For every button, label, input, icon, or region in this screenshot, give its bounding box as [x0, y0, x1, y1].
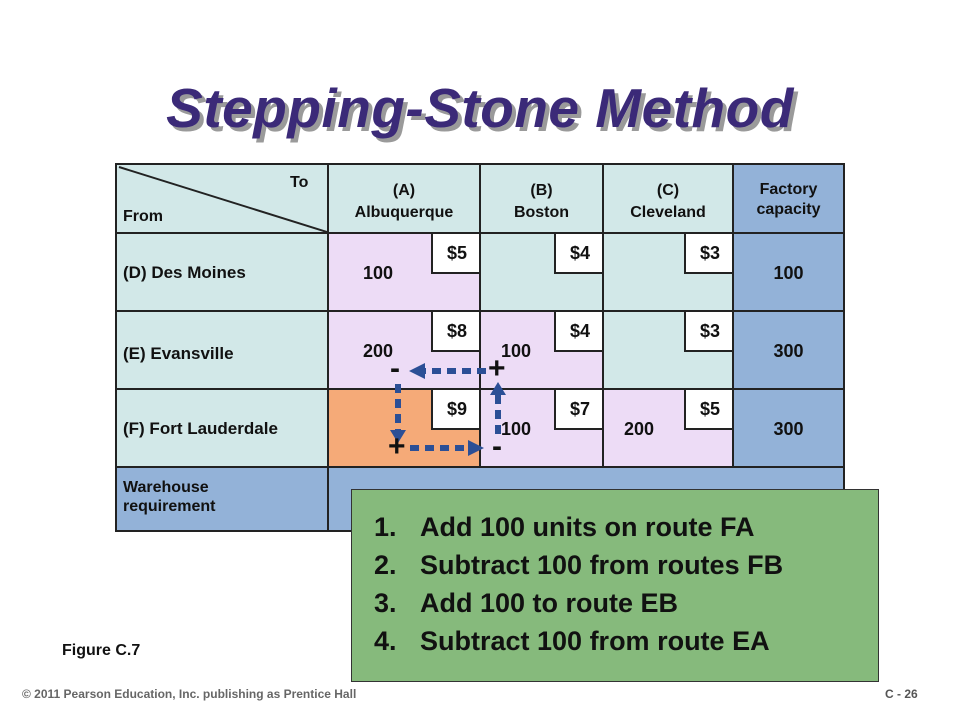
- cost-EB: $4: [554, 312, 604, 352]
- cost-EC: $3: [684, 312, 734, 352]
- cost-FB: $7: [554, 390, 604, 430]
- sign-EA: -: [390, 352, 400, 385]
- step-item: [374, 512, 755, 543]
- capacity-header-line2: capacity: [756, 201, 821, 218]
- corner-to-label: To: [290, 174, 309, 191]
- amount-DA: 100: [363, 263, 394, 283]
- col-header-letter: (A): [392, 182, 416, 199]
- step-text: Subtract 100 from route EA: [420, 626, 770, 656]
- amount-EA: 200: [363, 341, 394, 361]
- arrowhead-to-EA: [409, 363, 425, 379]
- copyright-footer: © 2011 Pearson Education, Inc. publishing as Prentice Hall: [22, 687, 357, 701]
- slide-title: Stepping-Stone Method: [166, 77, 794, 139]
- capacity-value: 300: [773, 419, 804, 439]
- step-item: [374, 550, 783, 581]
- arrowhead-to-FB: [468, 440, 484, 456]
- capacity-value: 100: [773, 263, 804, 283]
- row-label-text: (F) Fort Lauderdale: [123, 419, 278, 438]
- row-label-text: (D) Des Moines: [123, 263, 246, 282]
- cost-EA: $8: [431, 312, 481, 352]
- corner-from-label: From: [123, 208, 163, 225]
- col-header-letter: (B): [530, 182, 553, 199]
- step-item: [374, 626, 770, 657]
- step-number: 4.: [374, 626, 397, 656]
- step-number: 2.: [374, 550, 397, 580]
- amount-FC: 200: [624, 419, 655, 439]
- row-label-text: (E) Evansville: [123, 344, 234, 363]
- col-header-name: Cleveland: [630, 204, 706, 221]
- step-item: [374, 588, 678, 619]
- cost-FA: $9: [431, 390, 481, 430]
- step-number: 1.: [374, 512, 397, 542]
- cost-DC: $3: [684, 234, 734, 274]
- sign-EB: +: [488, 352, 506, 385]
- steps-callout: [351, 489, 879, 682]
- col-header-letter: (C): [656, 182, 680, 199]
- amount-FB: 100: [501, 419, 532, 439]
- cost-DB: $4: [554, 234, 604, 274]
- cost-DA: $5: [431, 234, 481, 274]
- step-text: Add 100 to route EB: [420, 588, 679, 618]
- step-number: 3.: [374, 588, 397, 618]
- figure-label: Figure C.7: [62, 642, 141, 659]
- page-number: C - 26: [885, 687, 918, 701]
- amount-EB: 100: [501, 341, 532, 361]
- sign-FB: -: [492, 430, 502, 463]
- sign-FA: +: [388, 430, 406, 463]
- warehouse-label-line2: requirement: [123, 498, 216, 515]
- step-text: Subtract 100 from routes FB: [420, 550, 784, 580]
- step-text: Add 100 units on route FA: [420, 512, 755, 542]
- warehouse-label-line1: Warehouse: [123, 479, 209, 496]
- capacity-header-line1: Factory: [759, 181, 818, 198]
- capacity-value: 300: [773, 341, 804, 361]
- cost-FC: $5: [684, 390, 734, 430]
- col-header-name: Albuquerque: [354, 204, 454, 221]
- col-header-name: Boston: [513, 204, 570, 221]
